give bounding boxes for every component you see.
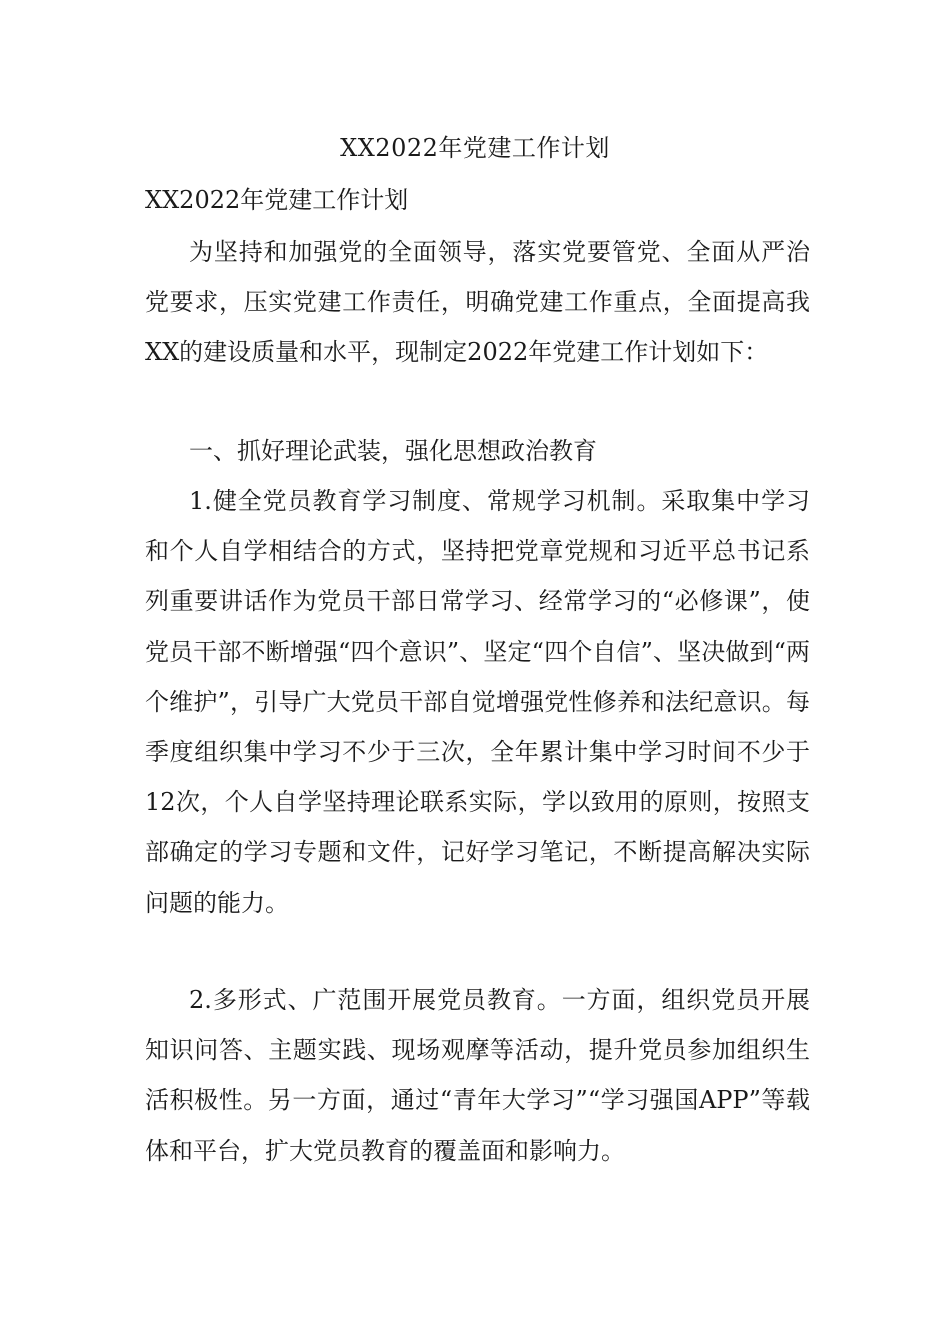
document-title: XX2022年党建工作计划: [340, 134, 610, 162]
body-paragraph: 2.多形式、广范围开展党员教育。一方面，组织党员开展知识问答、主题实践、现场观摩等活动，提升党员参加组织生活积极性。另一方面，通过“青年大学习”“学习强国APP”等载体和平台，扩大党员教育的覆盖面和影响力。: [145, 986, 810, 1165]
body-paragraph: 1.健全党员教育学习制度、常规学习机制。采取集中学习和个人自学相结合的方式，坚持把党章党规和习近平总书记系列重要讲话作为党员干部日常学习、经常学习的“必修课”，使党员干部不断增强“四个意识”、坚定“四个自信”、坚决做到“两个维护”，引导广大党员干部自觉增强党性修养和法纪意识。每季度组织集中学习不少于三次，全年累计集中学习时间不少于12次，个人自学坚持理论联系实际，学以致用的原则，按照支部确定的学习专题和文件，记好学习笔记，不断提高解决实际问题的能力。: [145, 487, 810, 917]
intro-paragraph: 为坚持和加强党的全面领导，落实党要管党、全面从严治党要求，压实党建工作责任，明确党建工作重点，全面提高我XX的建设质量和水平，现制定2022年党建工作计划如下：: [145, 238, 810, 367]
document-subtitle: XX2022年党建工作计划: [145, 186, 409, 214]
section-heading: 一、抓好理论武装，强化思想政治教育: [189, 437, 597, 465]
